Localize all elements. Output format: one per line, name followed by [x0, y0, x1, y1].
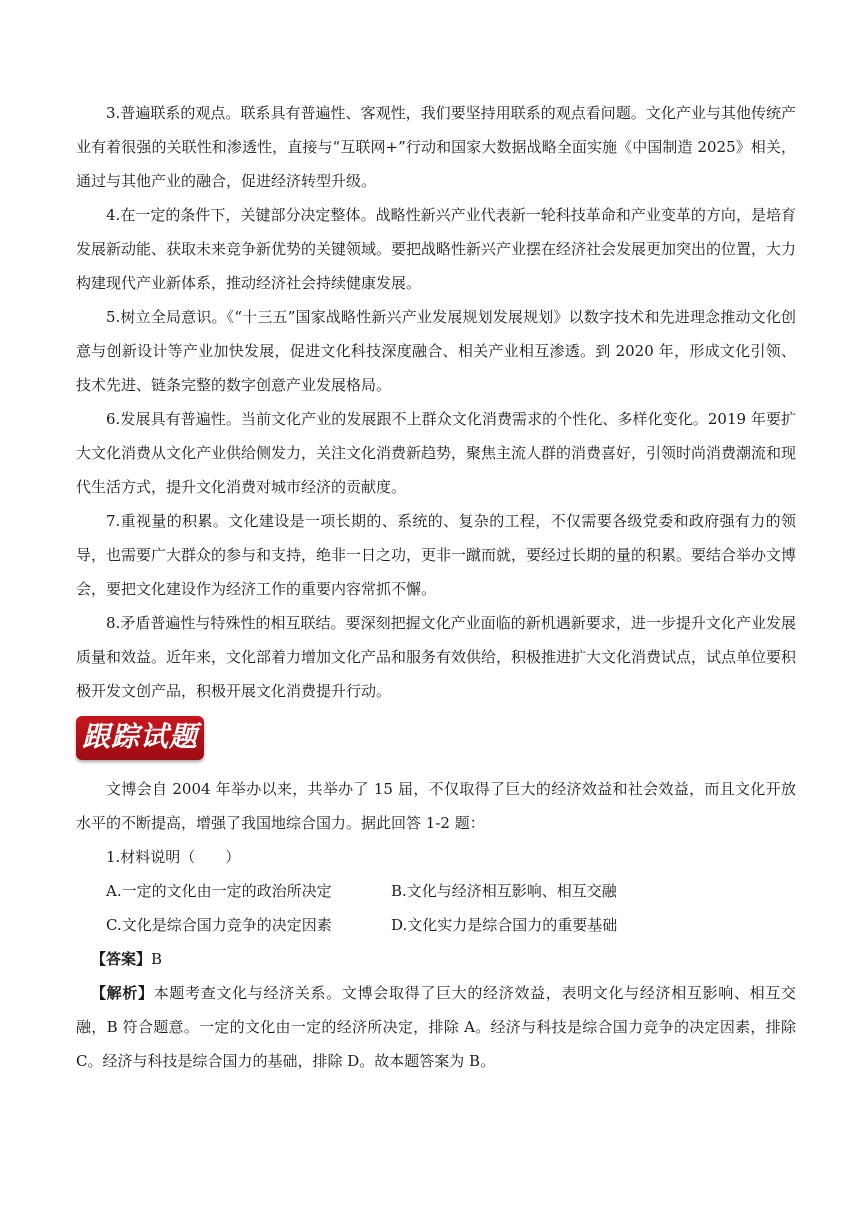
point-paragraph-8: 8.矛盾普遍性与特殊性的相互联结。要深刻把握文化产业面临的新机遇新要求，进一步提升文化产业发展质量和效益。近年来，文化部着力增加文化产品和服务有效供给，积极推进扩大文化消费试点，试点单位要积极开发文创产品，积极开展文化消费提升行动。	[76, 614, 797, 700]
point-paragraph-5: 5.树立全局意识。《“十三五”国家战略性新兴产业发展规划发展规划》以数字技术和先进理念推动文化创意与创新设计等产业加快发展，促进文化科技深度融合、相关产业相互渗透。到 2020 年，形成文化引领、技术先进、链条完整的数字创意产业发展格局。	[76, 308, 796, 394]
point-paragraph-7: 7.重视量的积累。文化建设是一项长期的、系统的、复杂的工程，不仅需要各级党委和政府强有力的领导，也需要广大群众的参与和支持，绝非一日之功，更非一蹴而就，要经过长期的量的积累。要结合举办文博会，要把文化建设作为经济工作的重要内容常抓不懈。	[76, 512, 797, 598]
options-row-cd	[76, 908, 796, 942]
answer-value: B	[151, 950, 163, 968]
options-row-ab	[76, 874, 796, 908]
option-c: C.文化是综合国力竞争的决定因素	[106, 916, 332, 934]
answer-label: 【答案】	[91, 950, 152, 968]
option-a: A.一定的文化由一定的政治所决定	[106, 882, 332, 900]
answer-line	[76, 942, 796, 976]
point-paragraph-6: 6.发展具有普遍性。当前文化产业的发展跟不上群众文化消费需求的个性化、多样化变化。2019 年要扩大文化消费从文化产业供给侧发力，关注文化消费新趋势，聚焦主流人群的消费喜好，引领时尚消费潮流和现代生活方式，提升文化消费对城市经济的贡献度。	[76, 410, 797, 496]
analysis-label: 【解析】	[91, 984, 154, 1002]
point-paragraph-3: 3.普遍联系的观点。联系具有普遍性、客观性，我们要坚持用联系的观点看问题。文化产业与其他传统产业有着很强的关联性和渗透性，直接与“互联网+”行动和国家大数据战略全面实施《中国制造 2025》相关，通过与其他产业的融合，促进经济转型升级。	[76, 104, 796, 190]
analysis-paragraph	[76, 976, 796, 1078]
document-page	[76, 96, 796, 1078]
option-b: B.文化与经济相互影响、相互交融	[391, 882, 617, 900]
question-stem: 文博会自 2004 年举办以来，共举办了 15 届，不仅取得了巨大的经济效益和社会效益，而且文化开放水平的不断提高，增强了我国地综合国力。据此回答 1-2 题：	[76, 780, 796, 832]
point-paragraph-4: 4.在一定的条件下，关键部分决定整体。战略性新兴产业代表新一轮科技革命和产业变革的方向，是培育发展新动能、获取未来竞争新优势的关键领域。要把战略性新兴产业摆在经济社会发展更加突出的位置，大力构建现代产业新体系，推动经济社会持续健康发展。	[76, 206, 797, 292]
analysis-text: 本题考查文化与经济关系。文博会取得了巨大的经济效益，表明文化与经济相互影响、相互交融，B 符合题意。一定的文化由一定的经济所决定，排除 A。经济与科技是综合国力竞争的决定因素，排除 C。经济与科技是综合国力的基础，排除 D。故本题答案为 B。	[76, 984, 796, 1070]
option-d: D.文化实力是综合国力的重要基础	[391, 916, 618, 934]
question-1: 1.材料说明（ ）	[106, 848, 241, 866]
section-badge-tracking-questions: 跟踪试题	[76, 716, 204, 760]
